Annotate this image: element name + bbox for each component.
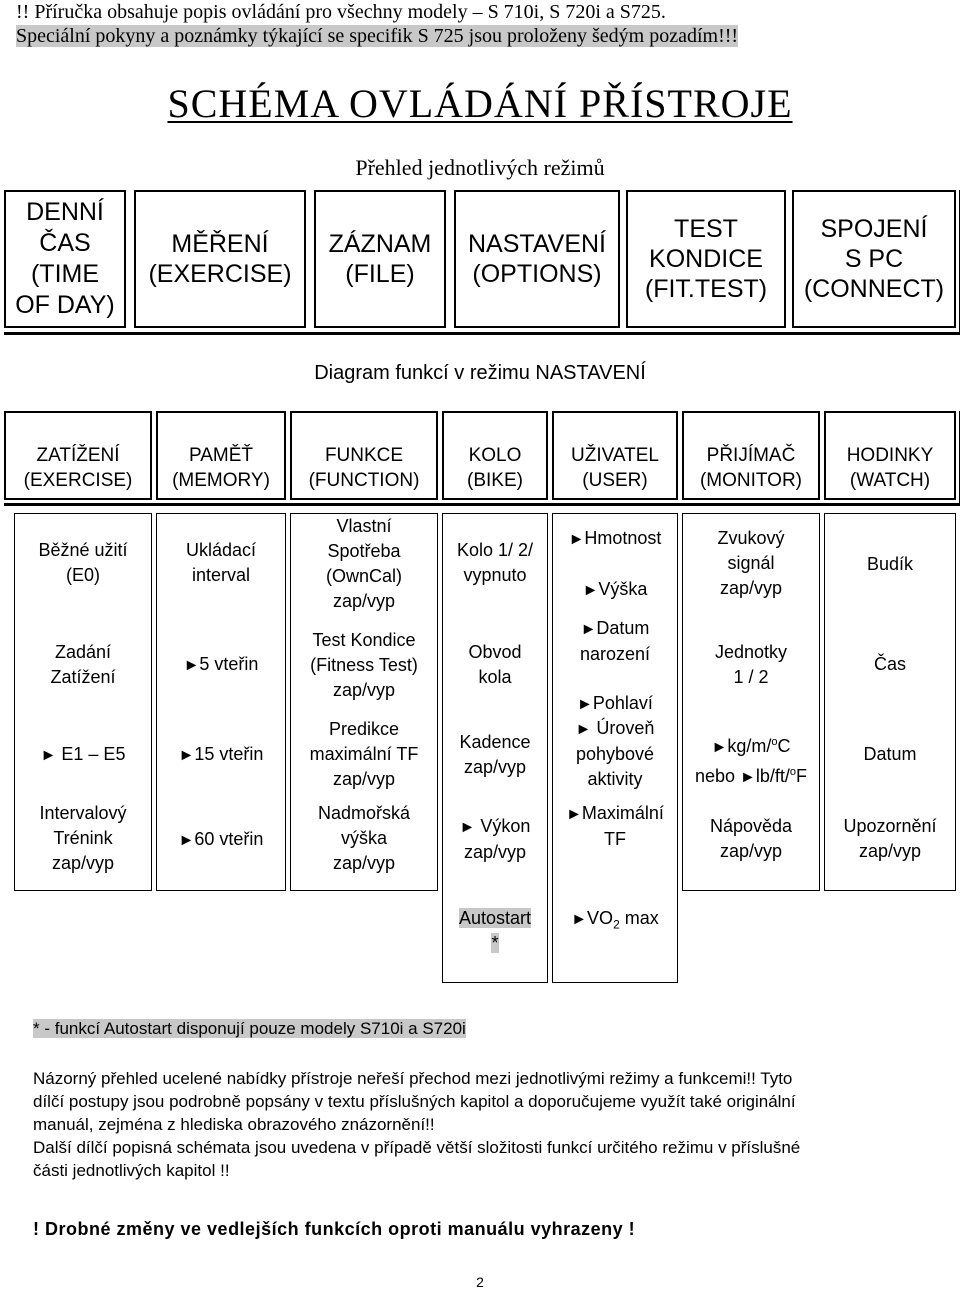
memory-interval: Ukládací interval	[185, 540, 257, 585]
user-weight: ► Hmotnost	[552, 526, 678, 552]
arrow-icon	[566, 803, 582, 823]
mode-exercise: MĚŘENÍ (EXERCISE)	[134, 190, 306, 328]
user-height: ► Výška	[552, 577, 678, 603]
changes-notice: ! Drobné změny ve vedlejších funkcích oproti manuálu vyhrazeny !	[33, 1219, 636, 1239]
header-memory: PAMĚŤ (MEMORY)	[156, 411, 286, 500]
monitor-help: Nápověda zap/vyp	[709, 816, 793, 861]
mode-options: NASTAVENÍ (OPTIONS)	[454, 190, 620, 328]
user-vo2max: ► $VO_2$ max	[552, 906, 678, 938]
exercise-normal-use: Běžné užití (E0)	[38, 540, 128, 585]
exercise-interval-training: Intervalový Trénink zap/vyp	[39, 803, 127, 873]
arrow-icon	[179, 744, 195, 764]
intro-note-line1: !! Příručka obsahuje popis ovládání pro všechny modely – S 710i, S 720i a S725.	[16, 1, 666, 23]
function-max-hr-prediction: Predikce maximální TF zap/vyp	[309, 719, 419, 789]
exercise-set-load: Zadání Zatížení	[50, 642, 116, 687]
arrow-icon	[569, 528, 585, 548]
modes-subtitle: Přehled jednotlivých režimů	[355, 155, 605, 180]
arrow-icon	[571, 908, 587, 928]
arrow-icon	[581, 618, 597, 638]
memory-15s: ► 15 vteřin	[156, 742, 286, 768]
user-gender: ► Pohlaví	[552, 691, 678, 717]
explanation-paragraph: Názorný přehled ucelené nabídky přístroje neřeší přechod mezi jednotlivými režimy a funkcemi!! Tyto dílčí postupy jsou podrobně popsány v textu příslušných kapitol a doporučujeme využít také originální manuál, zejména z hlediska obrazového znázornění!! Další dílčí popisná schémata jsou uvedena v případě větší složitosti funkcí určitého režimu v příslušné části jednotlivých kapitol !!	[33, 1069, 801, 1180]
mode-time-of-day: DENNÍ ČAS (TIME OF DAY)	[4, 190, 126, 328]
diagram-title: Diagram funkcí v režimu NASTAVENÍ	[314, 362, 646, 384]
mode-fit-test: TEST KONDICE (FIT.TEST)	[626, 190, 786, 328]
arrow-icon	[712, 736, 728, 756]
autostart-footnote: * - funkcí Autostart disponují pouze modely S710i a S720i	[33, 1019, 466, 1038]
monitor-units: Jednotky 1 / 2	[714, 642, 788, 687]
function-fitness-test: Test Kondice (Fitness Test) zap/vyp	[310, 630, 418, 700]
bike-wheel-size: Obvod kola	[468, 642, 522, 687]
function-altitude: Nadmořská výška zap/vyp	[317, 803, 411, 873]
watch-reminder: Upozornění zap/vyp	[843, 816, 937, 861]
user-activity-level: ► Úroveň pohybové aktivity	[552, 716, 678, 792]
user-birth-date: ► Datum narození	[552, 616, 678, 667]
exercise-e1-e5: ► E1 – E5	[14, 742, 152, 768]
intro-note-line2: Speciální pokyny a poznámky týkající se specifik S 725 jsou proloženy šedým pozadím!!!	[16, 25, 739, 47]
header-watch: HODINKY (WATCH)	[824, 411, 956, 500]
arrow-icon	[184, 654, 200, 674]
bike-selection: Kolo 1/ 2/ vypnuto	[456, 540, 534, 585]
bike-autostart: Autostart *	[458, 908, 532, 953]
bike-power: ► Výkon zap/vyp	[442, 814, 548, 865]
watch-time: Čas	[873, 654, 906, 674]
header-function: FUNKCE (FUNCTION)	[290, 411, 438, 500]
memory-5s: ► 5 vteřin	[156, 652, 286, 678]
monitor-unit-options: ► kg/m/$^o$C nebo ► lb/ft/$^o$F	[682, 730, 820, 790]
arrow-icon	[460, 816, 476, 836]
header-exercise: ZATÍŽENÍ (EXERCISE)	[4, 411, 152, 500]
arrow-icon	[583, 579, 599, 599]
bike-cadence: Kadence zap/vyp	[459, 732, 531, 777]
header-monitor: PŘIJÍMAČ (MONITOR)	[682, 411, 820, 500]
page-number: 2	[476, 1274, 484, 1290]
watch-date: Datum	[863, 744, 917, 764]
memory-60s: ► 60 vteřin	[156, 827, 286, 853]
mode-file: ZÁZNAM (FILE)	[314, 190, 446, 328]
header-bike: KOLO (BIKE)	[442, 411, 548, 500]
arrow-icon	[179, 829, 195, 849]
page-title: SCHÉMA OVLÁDÁNÍ PŘÍSTROJE	[167, 81, 793, 126]
monitor-sound: Zvukový signál zap/vyp	[717, 528, 785, 598]
user-max-hr: ► Maximální TF	[552, 801, 678, 852]
header-user: UŽIVATEL (USER)	[552, 411, 678, 500]
mode-connect: SPOJENÍ S PC (CONNECT)	[792, 190, 956, 328]
arrow-icon	[41, 744, 57, 764]
function-owncal: Vlastní Spotřeba (OwnCal) zap/vyp	[325, 516, 402, 611]
arrow-icon	[577, 693, 593, 713]
arrow-icon	[740, 766, 756, 786]
arrow-icon	[576, 718, 592, 738]
intro-note	[16, 0, 946, 48]
watch-alarm: Budík	[866, 554, 914, 574]
